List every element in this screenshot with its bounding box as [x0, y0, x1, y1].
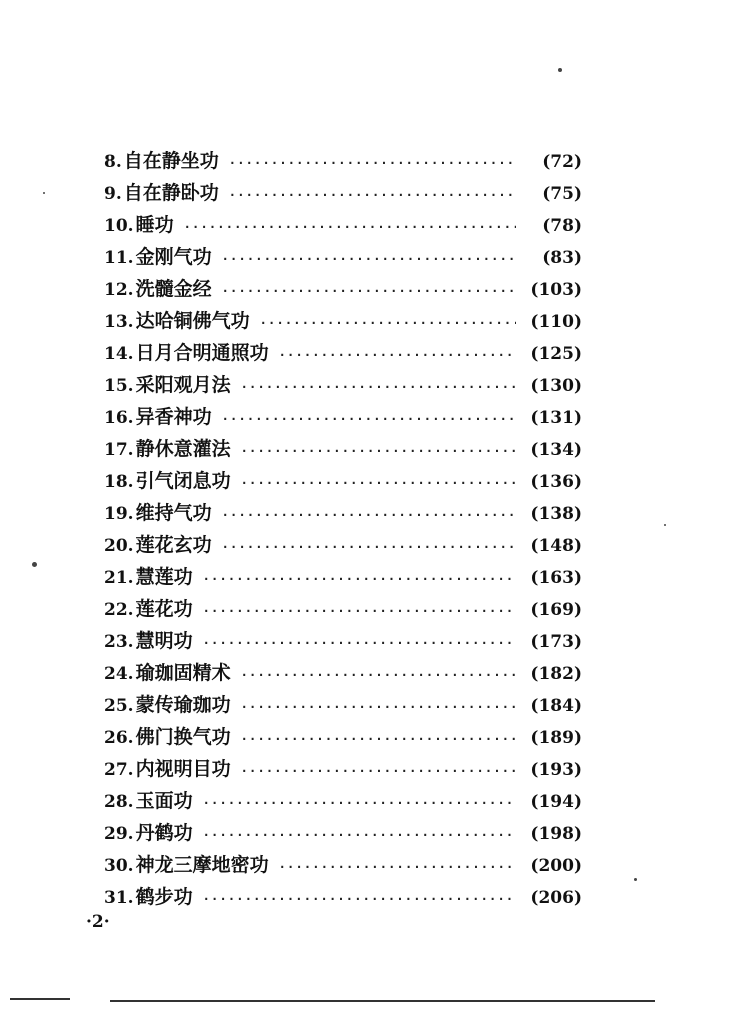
table-of-contents: [104, 145, 582, 913]
scan-speck: [664, 524, 666, 526]
toc-entry-number: 24.: [104, 664, 134, 684]
toc-entry-page: (78): [542, 216, 582, 236]
toc-entry-number: 12.: [104, 280, 134, 300]
toc-entry-title: 自在静坐功: [123, 150, 219, 172]
page-number: ·2·: [86, 912, 110, 932]
toc-entry-number: 8.: [104, 152, 122, 172]
toc-entry-title: 静休意灌法: [135, 438, 231, 460]
toc-entry: [104, 849, 582, 881]
toc-entry-number: 21.: [104, 568, 134, 588]
toc-dot-leader: [241, 755, 516, 787]
toc-entry-title: 蒙传瑜珈功: [135, 694, 231, 716]
toc-entry-title: 金刚气功: [135, 246, 212, 268]
toc-entry-page: (169): [530, 600, 582, 620]
toc-dot-leader: [184, 211, 516, 243]
toc-entry-title: 达哈铜佛气功: [135, 310, 250, 332]
toc-dot-leader: [222, 531, 516, 563]
toc-entry-page: (103): [530, 280, 582, 300]
toc-entry-number: 27.: [104, 760, 134, 780]
toc-dot-leader: [222, 275, 516, 307]
toc-entry: [104, 337, 582, 369]
toc-entry-number: 25.: [104, 696, 134, 716]
toc-entry-title: 慧莲功: [135, 566, 193, 588]
toc-dot-leader: [241, 467, 516, 499]
toc-entry-page: (72): [542, 152, 582, 172]
toc-entry-number: 29.: [104, 824, 134, 844]
toc-entry-page: (125): [530, 344, 582, 364]
toc-entry-page: (200): [530, 856, 582, 876]
toc-entry: [104, 529, 582, 561]
toc-entry-page: (173): [530, 632, 582, 652]
toc-entry: [104, 753, 582, 785]
toc-entry-title: 内视明目功: [135, 758, 231, 780]
toc-dot-leader: [241, 435, 516, 467]
toc-entry-page: (194): [530, 792, 582, 812]
scan-speck: [558, 68, 562, 72]
toc-dot-leader: [229, 179, 516, 211]
toc-entry: [104, 177, 582, 209]
toc-dot-leader: [203, 627, 516, 659]
toc-entry: [104, 625, 582, 657]
toc-entry-page: (163): [530, 568, 582, 588]
toc-entry: [104, 593, 582, 625]
toc-entry-title: 神龙三摩地密功: [135, 854, 269, 876]
toc-entry-title: 慧明功: [135, 630, 193, 652]
toc-entry-page: (148): [530, 536, 582, 556]
scan-speck: [634, 878, 637, 881]
scan-speck: [43, 192, 45, 194]
toc-entry: [104, 433, 582, 465]
toc-dot-leader: [229, 147, 516, 179]
toc-dot-leader: [279, 851, 516, 883]
toc-entry-title: 鹤步功: [135, 886, 193, 908]
toc-entry-page: (130): [530, 376, 582, 396]
toc-entry-title: 玉面功: [135, 790, 193, 812]
toc-entry-title: 丹鹤功: [135, 822, 193, 844]
toc-entry: [104, 657, 582, 689]
toc-entry-title: 莲花功: [135, 598, 193, 620]
toc-entry-title: 莲花玄功: [135, 534, 212, 556]
toc-entry-page: (131): [530, 408, 582, 428]
toc-dot-leader: [203, 819, 516, 851]
toc-dot-leader: [241, 659, 516, 691]
toc-entry-number: 31.: [104, 888, 134, 908]
toc-entry-title: 佛门换气功: [135, 726, 231, 748]
toc-entry-number: 16.: [104, 408, 134, 428]
toc-entry-number: 22.: [104, 600, 134, 620]
toc-entry-title: 睡功: [135, 214, 174, 236]
toc-entry-page: (182): [530, 664, 582, 684]
toc-dot-leader: [222, 499, 516, 531]
toc-entry: [104, 689, 582, 721]
toc-dot-leader: [241, 691, 516, 723]
toc-entry-number: 13.: [104, 312, 134, 332]
toc-entry: [104, 785, 582, 817]
toc-entry-page: (75): [542, 184, 582, 204]
toc-entry: [104, 817, 582, 849]
toc-entry-page: (189): [530, 728, 582, 748]
toc-entry-page: (110): [530, 312, 582, 332]
toc-entry-number: 17.: [104, 440, 134, 460]
toc-dot-leader: [203, 787, 516, 819]
toc-entry: [104, 209, 582, 241]
toc-entry-title: 洗髓金经: [135, 278, 212, 300]
toc-entry-title: 采阳观月法: [135, 374, 231, 396]
toc-entry: [104, 273, 582, 305]
toc-entry-title: 引气闭息功: [135, 470, 231, 492]
toc-entry-page: (83): [542, 248, 582, 268]
toc-entry-number: 30.: [104, 856, 134, 876]
toc-entry-page: (134): [530, 440, 582, 460]
toc-entry-number: 26.: [104, 728, 134, 748]
toc-entry: [104, 241, 582, 273]
toc-entry: [104, 561, 582, 593]
toc-entry-page: (206): [530, 888, 582, 908]
toc-entry-page: (193): [530, 760, 582, 780]
toc-entry: [104, 369, 582, 401]
toc-entry: [104, 401, 582, 433]
toc-dot-leader: [203, 563, 516, 595]
toc-entry-title: 维持气功: [135, 502, 212, 524]
toc-entry-number: 23.: [104, 632, 134, 652]
scan-speck: [32, 562, 37, 567]
toc-entry: [104, 497, 582, 529]
toc-entry-number: 10.: [104, 216, 134, 236]
toc-dot-leader: [222, 403, 516, 435]
toc-entry-title: 自在静卧功: [123, 182, 219, 204]
toc-dot-leader: [222, 243, 516, 275]
footer-rule-left: [10, 998, 70, 1000]
toc-entry-number: 11.: [104, 248, 134, 268]
toc-entry-title: 异香神功: [135, 406, 212, 428]
toc-entry-number: 28.: [104, 792, 134, 812]
toc-dot-leader: [279, 339, 516, 371]
toc-entry-title: 瑜珈固精术: [135, 662, 231, 684]
toc-entry-page: (184): [530, 696, 582, 716]
toc-entry-number: 18.: [104, 472, 134, 492]
toc-entry-number: 20.: [104, 536, 134, 556]
toc-entry-page: (138): [530, 504, 582, 524]
toc-entry-number: 15.: [104, 376, 134, 396]
toc-dot-leader: [203, 883, 516, 915]
toc-entry-title: 日月合明通照功: [135, 342, 269, 364]
toc-entry: [104, 305, 582, 337]
toc-dot-leader: [260, 307, 516, 339]
footer-rule-right: [110, 1000, 655, 1002]
toc-entry-page: (136): [530, 472, 582, 492]
toc-entry-number: 14.: [104, 344, 134, 364]
toc-entry-page: (198): [530, 824, 582, 844]
toc-entry-number: 9.: [104, 184, 122, 204]
toc-entry: [104, 465, 582, 497]
toc-dot-leader: [241, 723, 516, 755]
toc-entry-number: 19.: [104, 504, 134, 524]
toc-entry: [104, 721, 582, 753]
toc-entry: [104, 145, 582, 177]
toc-dot-leader: [203, 595, 516, 627]
toc-entry: [104, 881, 582, 913]
toc-dot-leader: [241, 371, 516, 403]
